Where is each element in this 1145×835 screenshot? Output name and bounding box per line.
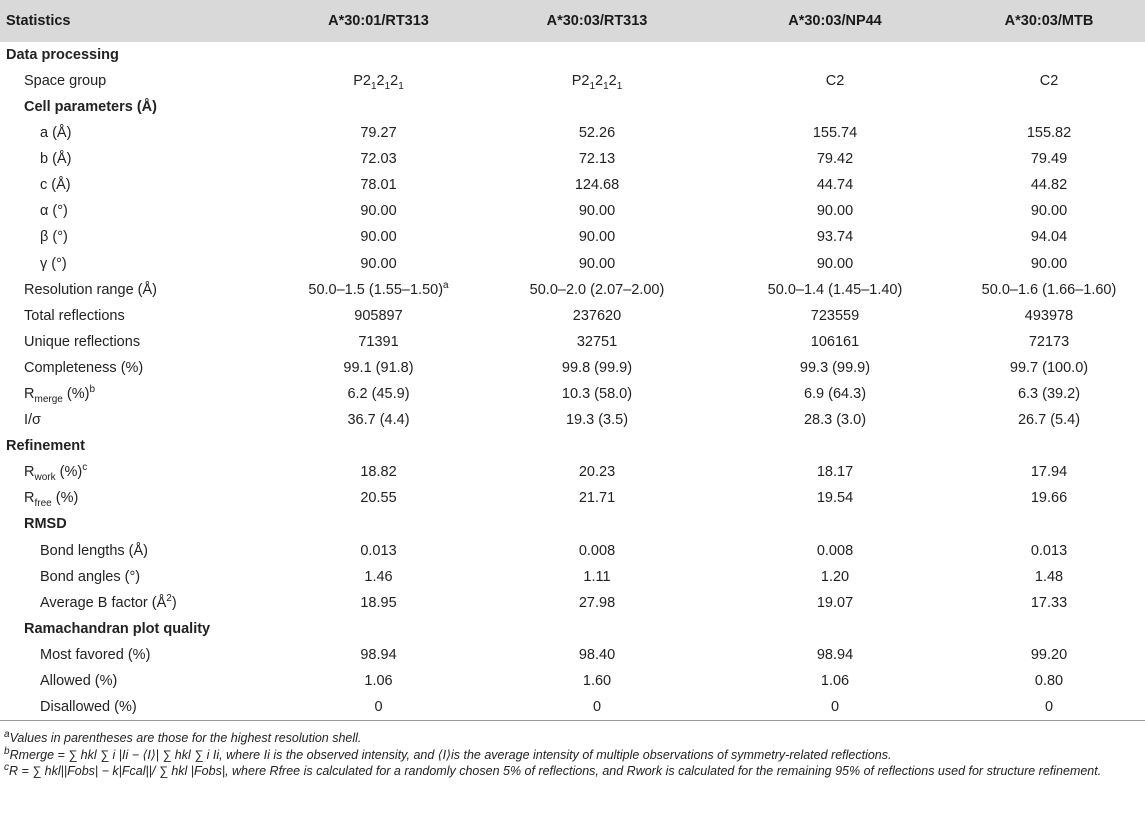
cell-value: 28.3 (3.0) [803, 412, 867, 429]
cell-value: 17.33 [1030, 594, 1068, 611]
cell-value: 1.48 [1034, 568, 1064, 585]
header-row [0, 0, 1145, 42]
table-header [0, 0, 1145, 42]
row-label: Most favored (%) [40, 646, 151, 663]
rwork-unit: (%) [55, 464, 83, 481]
cell-value: 90.00 [1030, 255, 1068, 272]
cell-value: 50.0–1.6 (1.66–1.60) [981, 281, 1117, 298]
table-row [0, 68, 1145, 94]
row-label [0, 486, 280, 512]
space-group-col3: C2 [825, 72, 845, 89]
rfree-subscript: free [34, 498, 52, 510]
space-group-col1: $P2_12_12_1$ [353, 72, 404, 92]
table-row [0, 303, 1145, 329]
subsection-cell-parameters [0, 94, 1145, 120]
table-row [0, 668, 1145, 694]
section-title: Data processing [6, 46, 119, 63]
bfactor-close: ) [171, 594, 177, 611]
cell-value: 10.3 (58.0) [561, 386, 633, 403]
cell-value: 0.013 [1030, 542, 1068, 559]
footnote-a-mark: a [4, 728, 10, 740]
cell-value: 905897 [354, 307, 403, 324]
bfactor-label: Average B factor (Å [40, 594, 167, 611]
table-row [0, 172, 1145, 198]
footnote-b [4, 747, 1142, 764]
cell-value: 19.3 (3.5) [565, 412, 629, 429]
cell-value: 99.3 (99.9) [799, 359, 871, 376]
cell-value: 155.82 [1026, 125, 1072, 142]
cell-value: 20.23 [578, 464, 616, 481]
table-row [0, 486, 1145, 512]
cell-value: 0.008 [578, 542, 616, 559]
table-row [0, 407, 1145, 433]
cell-value: 36.7 (4.4) [347, 412, 410, 429]
cell-value: 0 [953, 694, 1145, 720]
table-row [0, 642, 1145, 668]
cell-value: 6.9 (64.3) [803, 386, 867, 403]
cell-value: 6.2 (45.9) [347, 386, 410, 403]
row-label: Disallowed (%) [0, 694, 280, 720]
row-label: γ (°) [40, 255, 67, 272]
cell-value: 19.07 [816, 594, 854, 611]
cell-value: 18.82 [360, 464, 397, 481]
table-row [0, 538, 1145, 564]
cell-value: 93.74 [816, 229, 854, 246]
table-row [0, 251, 1145, 277]
cell-value: 1.46 [364, 568, 393, 585]
footnote-c [4, 763, 1142, 780]
row-label: Bond lengths (Å) [40, 542, 149, 559]
cell-value: 44.74 [816, 177, 854, 194]
cell-value: 99.20 [1030, 646, 1068, 663]
section-data-processing [0, 42, 1145, 68]
table-row [0, 381, 1145, 407]
row-label: Space group [24, 72, 107, 89]
row-label: a (Å) [40, 125, 72, 142]
cell-value [280, 277, 477, 303]
cell-value: 17.94 [1030, 464, 1068, 481]
table-row [0, 120, 1145, 146]
row-label: Total reflections [24, 307, 125, 324]
subsection-title: Ramachandran plot quality [24, 620, 211, 637]
cell-value: 98.40 [578, 646, 616, 663]
rmerge-subscript: merge [34, 393, 63, 405]
cell-value: 99.1 (91.8) [343, 359, 414, 376]
cell-value: 18.17 [816, 464, 854, 481]
cell-value: 50.0–2.0 (2.07–2.00) [529, 281, 665, 298]
cell-value: 90.00 [360, 203, 397, 220]
footnote-a [4, 730, 1142, 747]
cell-value: 90.00 [578, 203, 616, 220]
header-statistics: Statistics [6, 13, 71, 29]
table-row [0, 329, 1145, 355]
cell-value: 90.00 [360, 229, 397, 246]
table-row [0, 590, 1145, 616]
cell-value: 493978 [1024, 307, 1074, 324]
table-row [0, 225, 1145, 251]
table-row [0, 199, 1145, 225]
footnote-a-text: Values in parentheses are those for the highest resolution shell. [9, 731, 362, 745]
cell-value: 98.94 [816, 646, 854, 663]
section-refinement [0, 433, 1145, 459]
cell-value: 79.49 [1030, 151, 1068, 168]
row-label: c (Å) [40, 177, 71, 194]
cell-value: 0.008 [816, 542, 854, 559]
rwork-symbol: R [24, 464, 35, 481]
cell-value: 0 [280, 694, 477, 720]
footnote-b-text: Rmerge = ∑ hkl ∑ i |Ii − ⟨I⟩| ∑ hkl ∑ i Ii, where Ii is the observed intensity, and ⟨I⟩is the average intensity of multiple observations of symmetry-related reflections. [9, 747, 892, 762]
cell-value: 0 [717, 694, 953, 720]
cell-value: 98.94 [360, 646, 397, 663]
footnote-mark-b: b [89, 384, 95, 396]
cell-value: 72.13 [578, 151, 616, 168]
cell-value: 0.80 [1034, 673, 1064, 690]
row-label: α (°) [40, 203, 68, 220]
cell-value: 99.7 (100.0) [1009, 359, 1089, 376]
space-group-col2: $P2_12_12_1$ [571, 72, 623, 92]
table-footnotes [4, 730, 1142, 780]
space-group-col4: C2 [1039, 72, 1059, 89]
cell-value: 32751 [576, 333, 618, 350]
header-col1: A*30:01/RT313 [328, 13, 429, 29]
table-row [0, 277, 1145, 303]
table-row [0, 355, 1145, 381]
cell-value: 79.27 [360, 125, 397, 142]
row-label [0, 590, 280, 616]
row-label: Resolution range (Å) [24, 281, 157, 298]
row-label: Unique reflections [24, 333, 141, 350]
resolution-col1-text: 50.0–1.5 (1.55–1.50) [308, 281, 444, 298]
footnote-c-mark: c [4, 761, 9, 773]
cell-value: 155.74 [812, 125, 858, 142]
subsection-title: Cell parameters (Å) [24, 98, 157, 115]
cell-value: 44.82 [1030, 177, 1068, 194]
bfactor-exponent: 2 [166, 592, 172, 604]
row-label [0, 460, 280, 486]
table-row [0, 694, 1145, 720]
header-col2: A*30:03/RT313 [546, 13, 648, 29]
cell-value: 90.00 [816, 203, 854, 220]
cell-value: 1.60 [582, 673, 612, 690]
cell-value: 90.00 [816, 255, 854, 272]
footnote-b-mark: b [4, 745, 10, 757]
footnote-c-text: R = ∑ hkl||Fobs| − k|Fcal||/ ∑ hkl |Fobs|, where Rfree is calculated for a randomly chosen 5% of reflections, and Rwork is calculated for the remaining 95% of reflections used for structure refinement. [9, 764, 1102, 778]
rfree-unit: (%) [51, 490, 79, 507]
cell-value: 78.01 [360, 177, 397, 194]
cell-value: 19.66 [1030, 490, 1068, 507]
subsection-rmsd [0, 512, 1145, 538]
cell-value: 19.54 [816, 490, 854, 507]
cell-value: 21.71 [578, 490, 616, 507]
cell-value: 18.95 [360, 594, 397, 611]
cell-value: 79.42 [816, 151, 854, 168]
header-col4: A*30:03/MTB [1004, 13, 1094, 29]
cell-value: 90.00 [360, 255, 397, 272]
subsection-title: RMSD [24, 516, 67, 533]
footnote-mark-a: a [443, 279, 449, 291]
cell-value: 94.04 [1030, 229, 1068, 246]
row-label: Allowed (%) [40, 673, 118, 690]
cell-value: 106161 [810, 333, 860, 350]
cell-value: 72173 [1028, 333, 1070, 350]
cell-value: 52.26 [578, 125, 616, 142]
row-label: I/σ [24, 412, 42, 429]
row-label: b (Å) [40, 151, 72, 168]
cell-value: 1.11 [583, 568, 611, 585]
table-row [0, 564, 1145, 590]
cell-value: 90.00 [578, 255, 616, 272]
cell-value: 99.8 (99.9) [561, 359, 633, 376]
cell-value: 71391 [358, 333, 399, 350]
row-label: Completeness (%) [24, 359, 144, 376]
header-col3: A*30:03/NP44 [788, 13, 882, 29]
table-row [0, 460, 1145, 486]
cell-value: 72.03 [360, 151, 397, 168]
cell-value: 1.20 [820, 568, 850, 585]
cell-value: 50.0–1.4 (1.45–1.40) [767, 281, 903, 298]
cell-value: 27.98 [578, 594, 616, 611]
footnote-mark-c: c [82, 462, 88, 474]
cell-value: 6.3 (39.2) [1017, 386, 1081, 403]
rmerge-symbol: R [24, 386, 35, 403]
row-label: Bond angles (°) [40, 568, 141, 585]
cell-value: 20.55 [360, 490, 397, 507]
subsection-ramachandran [0, 616, 1145, 642]
cell-value: 90.00 [578, 229, 616, 246]
cell-value: 0 [477, 694, 717, 720]
table-body [0, 42, 1145, 720]
cell-value: 723559 [810, 307, 860, 324]
row-label [0, 381, 280, 407]
cell-value: 1.06 [364, 673, 393, 690]
cell-value: 124.68 [574, 177, 620, 194]
cell-value: 1.06 [820, 673, 850, 690]
section-title: Refinement [6, 438, 85, 455]
rwork-subscript: work [34, 472, 56, 484]
row-label: β (°) [40, 229, 68, 246]
cell-value: 90.00 [1030, 203, 1068, 220]
rmerge-unit: (%) [62, 386, 90, 403]
rfree-symbol: R [24, 490, 35, 507]
cell-value: 26.7 (5.4) [1017, 412, 1081, 429]
cell-value: 237620 [572, 307, 622, 324]
table-row [0, 146, 1145, 172]
cell-value: 0.013 [360, 542, 397, 559]
